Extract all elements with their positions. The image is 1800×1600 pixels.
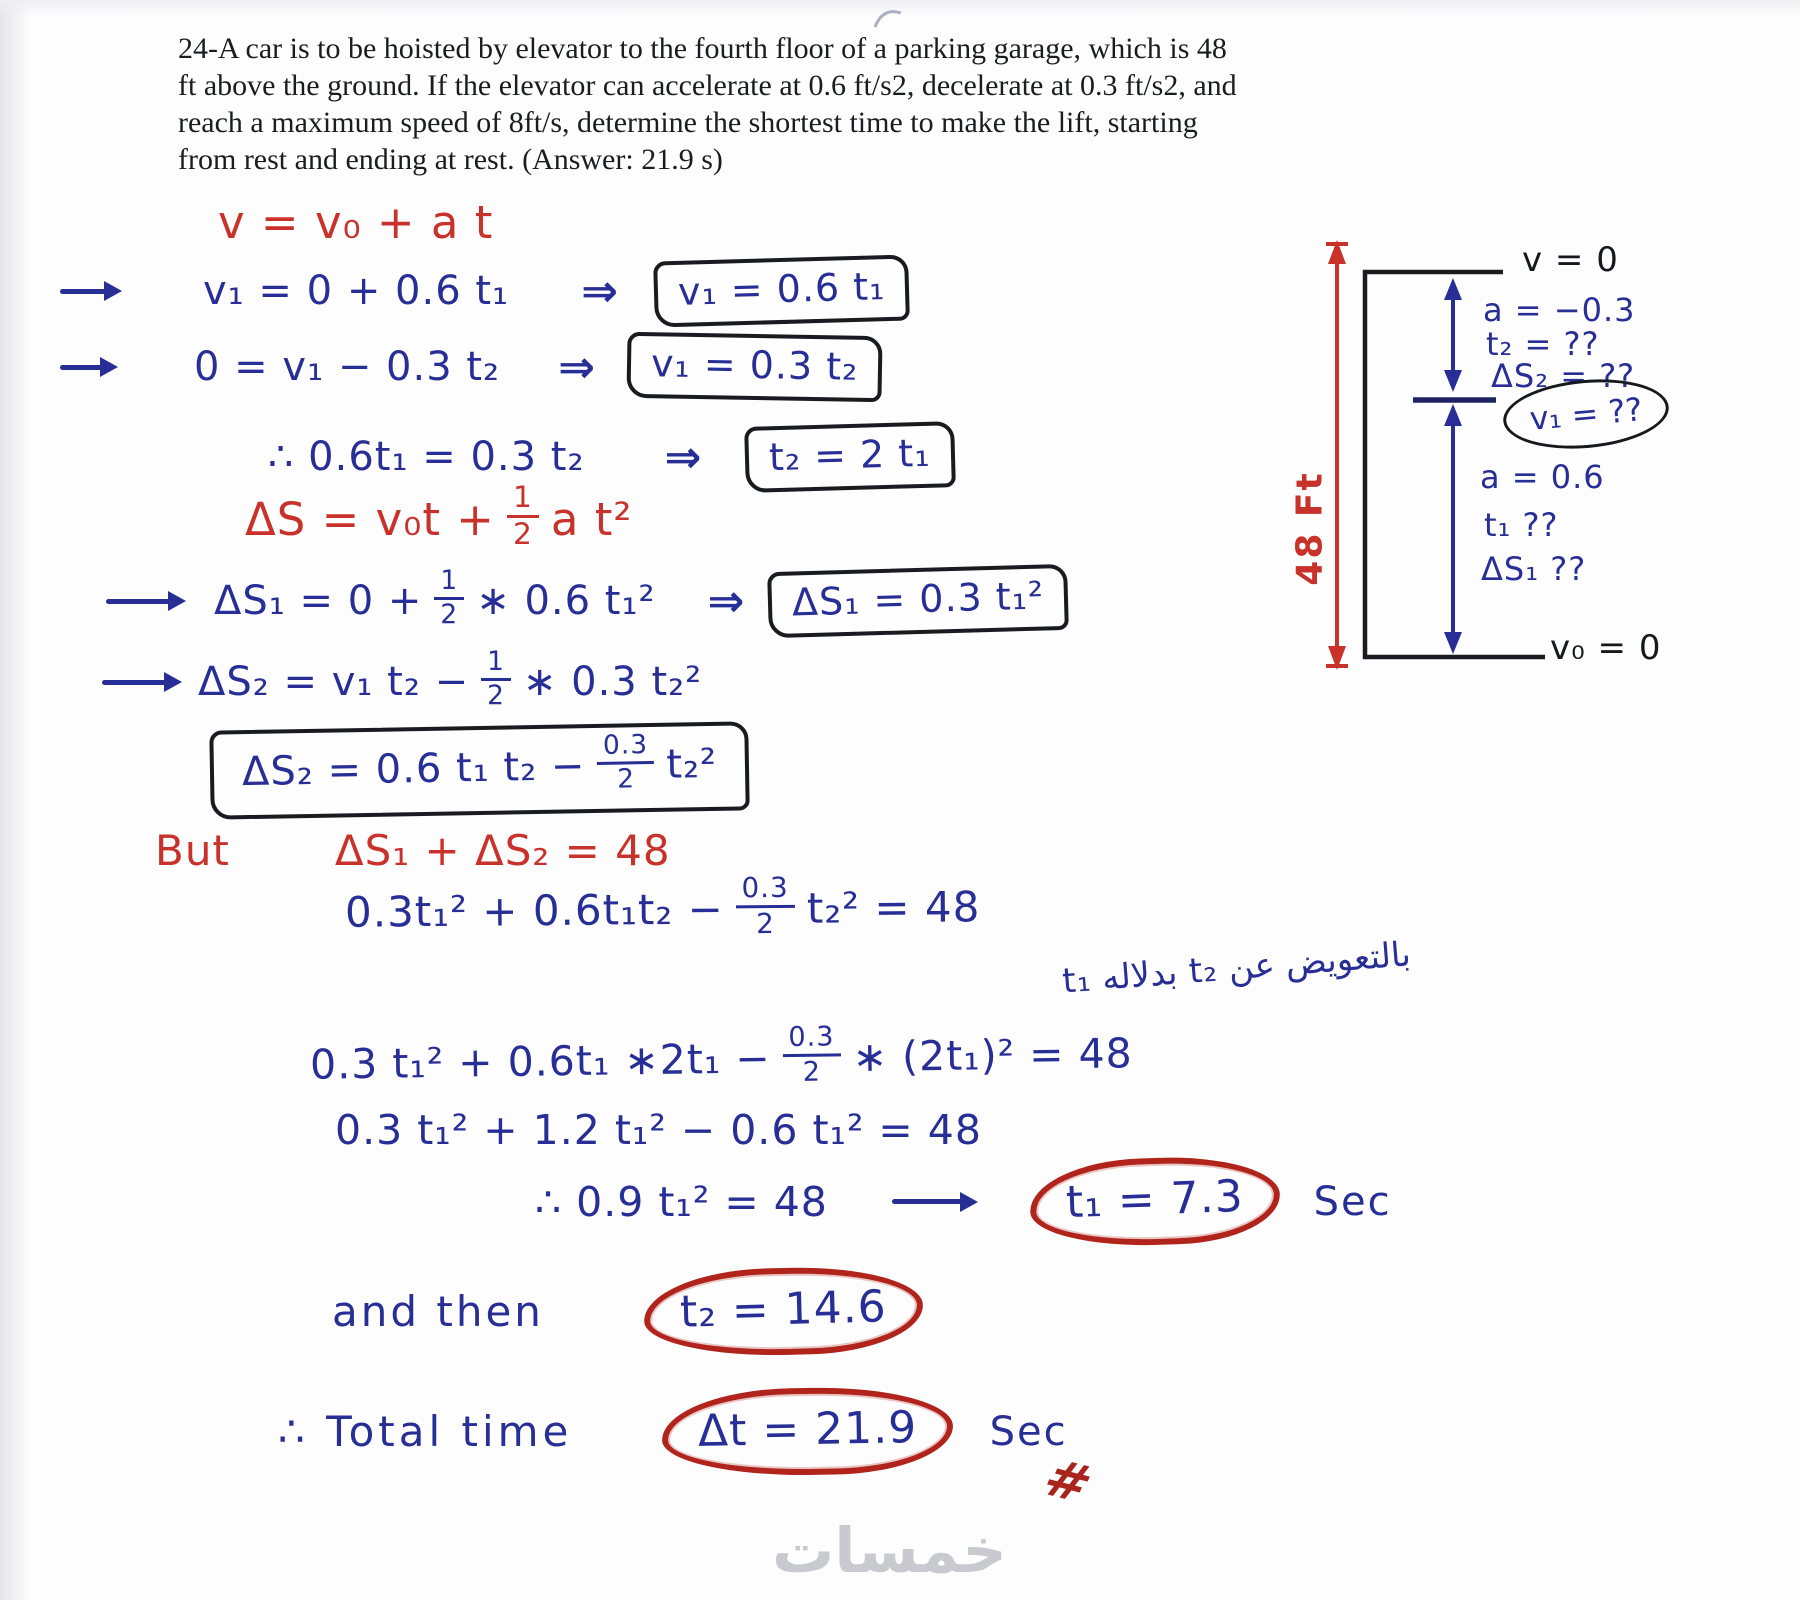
- equation-pre: 0.3 t₁² + 0.6t₁ ∗2t₁ −: [309, 1034, 772, 1089]
- boxed-result: [209, 721, 750, 819]
- equation-text: [245, 480, 633, 554]
- equation-post: ∗ (2t₁)² = 48: [852, 1029, 1134, 1082]
- work-row-ds1: [106, 564, 1069, 634]
- arrow-right-icon: [60, 289, 108, 294]
- work-row-but: [155, 826, 671, 875]
- answer-text: t₂ = 14.6: [679, 1281, 888, 1338]
- answer-circle-t1: [1028, 1154, 1281, 1250]
- and-then-label: and then: [332, 1287, 544, 1336]
- work-row-t1-result: [535, 1158, 1392, 1245]
- boxed-result-text: v₁ = 0.3 t₂: [650, 341, 859, 389]
- boxed-result: [744, 421, 955, 493]
- arabic-substitution-note: بالتعويض عن t₂ بدلاله t₁: [1060, 934, 1413, 1002]
- answer-text: t₁ = 7.3: [1065, 1170, 1245, 1229]
- fraction-denominator: 2: [440, 598, 459, 630]
- work-row-total-time: [278, 1388, 1068, 1475]
- arrow-right-icon: [892, 1199, 964, 1204]
- but-label: But: [155, 826, 230, 875]
- answer-text: Δt = 21.9: [697, 1402, 918, 1457]
- unit-label: Sec: [989, 1408, 1068, 1455]
- fraction: [434, 564, 464, 630]
- equation-pre: 0.3t₁² + 0.6t₁t₂ −: [344, 884, 724, 938]
- implies-arrow-icon: ⇒: [581, 265, 618, 317]
- equation-pre: ΔS₂ = v₁ t₂ −: [198, 659, 470, 706]
- fraction-denominator: 2: [802, 1056, 822, 1088]
- boxed-result: [626, 332, 882, 402]
- total-time-label: ∴ Total time: [278, 1407, 573, 1456]
- work-row-substituted: [310, 1022, 1134, 1096]
- diagram-top-velocity-label: v = 0: [1522, 240, 1619, 280]
- equation-text: ∴ 0.9 t₁² = 48: [535, 1177, 828, 1226]
- boxed-result-text: [241, 729, 718, 803]
- equation-pre: ΔS₂ = 0.6 t₁ t₂ −: [241, 743, 586, 796]
- fraction: [735, 871, 795, 940]
- equation-text: [198, 646, 703, 713]
- khamsat-watermark: خمسات: [772, 1514, 1007, 1587]
- equation-text: [310, 1022, 1134, 1096]
- equation-post: a t²: [550, 493, 633, 547]
- equation-post: t₂²: [665, 741, 718, 789]
- fraction-numerator: 0.3: [735, 874, 794, 908]
- equation-text: [344, 871, 981, 944]
- equation-post: t₂² = 48: [806, 882, 981, 934]
- problem-line: reach a maximum speed of 8ft/s, determine the shortest time to make the lift, starting: [178, 106, 1198, 139]
- problem-line: 24-A car is to be hoisted by elevator to the fourth floor of a parking garage, which is 48: [178, 32, 1227, 65]
- work-row-ds2-boxed: [210, 726, 749, 815]
- diagram-ds1-label: ΔS₁ ??: [1481, 550, 1587, 588]
- work-row-simplified: [335, 1106, 982, 1154]
- diagram-t1-label: t₁ ??: [1484, 506, 1559, 544]
- problem-line: from rest and ending at rest. (Answer: 21.9 s): [178, 143, 723, 176]
- fraction-numerator: 0.3: [597, 732, 655, 765]
- equation-text: [214, 564, 656, 632]
- diagram-v1-text: v₁ = ??: [1528, 390, 1644, 438]
- fraction-numerator: 1: [507, 483, 539, 518]
- fraction: [481, 646, 511, 712]
- boxed-result-text: v₁ = 0.6 t₁: [677, 264, 886, 314]
- fraction-numerator: 1: [434, 568, 464, 600]
- equation-post: ∗ 0.3 t₂²: [522, 659, 703, 706]
- boxed-result: [653, 254, 910, 327]
- diagram-t2-label: t₂ = ??: [1486, 325, 1600, 363]
- diagram-ds2-label: ΔS₂ = ??: [1491, 357, 1636, 395]
- equation-post: ∗ 0.6 t₁²: [476, 578, 656, 624]
- fraction-denominator: 2: [487, 680, 505, 712]
- problem-line: ft above the ground. If the elevator can accelerate at 0.6 ft/s2, decelerate at 0.3 ft/s2, and: [178, 69, 1237, 102]
- distance-label: 48 Ft: [1289, 471, 1331, 586]
- equation-text: ΔS₁ + ΔS₂ = 48: [334, 826, 671, 875]
- unit-label: Sec: [1313, 1178, 1392, 1225]
- arrow-right-icon: [60, 365, 104, 370]
- diagram-accel-a-label: a = 0.6: [1480, 458, 1605, 496]
- work-row-v1-decel: [60, 334, 882, 400]
- equation-text: 0.3 t₁² + 1.2 t₁² − 0.6 t₁² = 48: [335, 1106, 982, 1154]
- stray-pen-mark: [872, 4, 906, 30]
- implies-arrow-icon: ⇒: [664, 431, 702, 483]
- fraction-denominator: 2: [755, 906, 775, 940]
- kinematic-displacement-equation: [245, 480, 633, 554]
- fraction-denominator: 2: [616, 763, 636, 795]
- fraction: [782, 1021, 841, 1088]
- work-row-sum: [344, 871, 981, 944]
- boxed-result: [768, 564, 1070, 638]
- work-row-t2-result: [332, 1268, 923, 1355]
- equation-text: 0 = v₁ − 0.3 t₂: [194, 344, 501, 390]
- equation-text: v₁ = 0 + 0.6 t₁: [203, 268, 510, 314]
- work-row-time-relation: [268, 424, 955, 490]
- diagram-decel-a-label: a = −0.3: [1483, 291, 1636, 329]
- equation-text: v = v₀ + a t: [218, 196, 494, 249]
- page-edge-shadow: [0, 0, 30, 1600]
- arrow-right-icon: [102, 680, 168, 685]
- deceleration-phase-arrow: [1444, 278, 1462, 392]
- arrow-right-icon: [106, 599, 172, 604]
- boxed-result-text: t₂ = 2 t₁: [768, 430, 932, 480]
- answer-circle-total: [662, 1385, 955, 1477]
- implies-arrow-icon: ⇒: [707, 575, 745, 627]
- end-hash-mark: #: [1034, 1448, 1102, 1516]
- acceleration-phase-arrow: [1444, 404, 1462, 654]
- fraction-numerator: 0.3: [782, 1024, 840, 1057]
- fraction: [597, 729, 655, 795]
- problem-statement: [178, 30, 1628, 178]
- diagram-bottom-velocity-label: v₀ = 0: [1550, 628, 1662, 668]
- implies-arrow-icon: ⇒: [558, 341, 595, 393]
- equation-pre: ΔS = v₀t +: [245, 493, 495, 547]
- work-row-ds2: [102, 646, 703, 713]
- fraction-numerator: 1: [481, 649, 511, 681]
- equation-text: ∴ 0.6t₁ = 0.3 t₂: [268, 434, 585, 480]
- fraction: [507, 480, 539, 553]
- work-row-v1: [60, 258, 909, 324]
- boxed-result-text: ΔS₁ = 0.3 t₁²: [791, 573, 1046, 625]
- kinematic-velocity-equation: [218, 196, 493, 249]
- equation-pre: ΔS₁ = 0 +: [214, 578, 423, 624]
- fraction-denominator: 2: [513, 517, 533, 553]
- answer-circle-t2: [643, 1264, 924, 1358]
